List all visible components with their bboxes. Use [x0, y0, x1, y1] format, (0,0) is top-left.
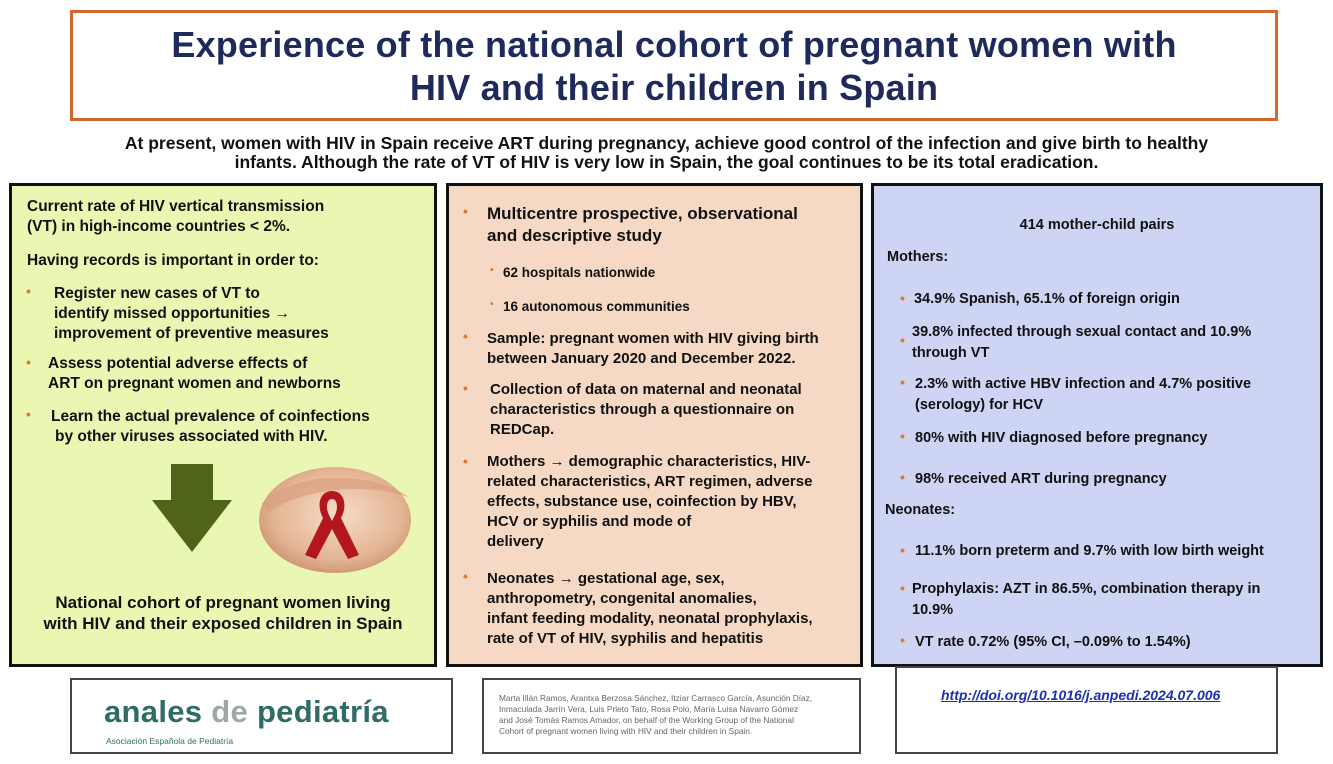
- bullet-marker: •: [463, 203, 468, 219]
- neonates-vars-line-4: rate of VT of HIV, syphilis and hepatitis: [487, 630, 764, 647]
- sample-line-1: Sample: pregnant women with HIV giving birth: [487, 330, 819, 347]
- mothers-vars-line-5: delivery: [487, 533, 544, 550]
- left-bullet-3-line-1: Learn the actual prevalence of coinfections: [51, 408, 370, 425]
- mothers-coinfection-line-2: (serology) for HCV: [915, 397, 1044, 413]
- title-box: [70, 10, 1278, 121]
- sub-bullet-marker: •: [490, 265, 494, 276]
- bullet-marker: •: [463, 380, 468, 396]
- logo-word-pediatria: pediatría: [256, 694, 389, 729]
- bullet-marker: •: [900, 580, 905, 596]
- collection-line-2: characteristics through a questionnaire on: [490, 401, 795, 418]
- pairs-count: 414 mother-child pairs: [1019, 217, 1175, 233]
- mothers-heading: Mothers:: [887, 249, 949, 265]
- authors-line-4: Cohort of pregnant women living with HIV and their children in Spain.: [499, 726, 753, 736]
- logo-word-anales: anales: [104, 694, 203, 729]
- intro-text: [30, 134, 1303, 172]
- mothers-infection-route-line-1: 39.8% infected through sexual contact and 10.9%: [912, 324, 1252, 340]
- mothers-vars-line-3: effects, substance use, coinfection by HBV,: [487, 493, 797, 510]
- sub-bullet-marker: •: [490, 299, 494, 310]
- mothers-origin: 34.9% Spanish, 65.1% of foreign origin: [914, 291, 1180, 307]
- left-bullet-1-line-1: Register new cases of VT to: [54, 285, 260, 302]
- authors-line-1: Marta Illán Ramos, Arantxa Berzosa Sánchez, Itziar Carrasco García, Asunción Díaz,: [499, 693, 813, 703]
- bullet-marker: •: [900, 632, 905, 648]
- mothers-art: 98% received ART during pregnancy: [915, 471, 1167, 487]
- bullet-marker: •: [463, 568, 468, 584]
- neonates-vars-line-2: anthropometry, congenital anomalies,: [487, 590, 757, 607]
- middle-panel: [446, 183, 863, 667]
- study-design-line-1: Multicentre prospective, observational: [487, 204, 798, 223]
- bullet-marker: •: [26, 406, 31, 422]
- authors-line-2: Inmaculada Jarrín Vera, Luis Prieto Tato, Rosa Polo, María Luisa Navarro Gómez: [499, 704, 799, 714]
- authors-box: [482, 678, 861, 754]
- bullet-marker: •: [26, 283, 31, 299]
- right-panel: [871, 183, 1323, 667]
- intro-line-1: At present, women with HIV in Spain receive ART during pregnancy, achieve good control of the infection and give birth to healthy: [124, 133, 1209, 153]
- bullet-marker: •: [900, 374, 905, 390]
- neonates-prophylaxis-line-1: Prophylaxis: AZT in 86.5%, combination therapy in: [912, 581, 1261, 597]
- mothers-vars-line-4: HCV or syphilis and mode of: [487, 513, 692, 530]
- pregnancy-ribbon-icon: [250, 463, 420, 575]
- left-bullet-1-line-3: improvement of preventive measures: [54, 325, 329, 342]
- left-bullet-3-line-2: by other viruses associated with HIV.: [55, 428, 328, 445]
- vt-rate-heading-line-2: (VT) in high-income countries < 2%.: [27, 218, 291, 235]
- bullet-marker: •: [900, 428, 905, 444]
- doi-link[interactable]: http://doi.org/10.1016/j.anpedi.2024.07.006: [941, 687, 1221, 703]
- mothers-diagnosed: 80% with HIV diagnosed before pregnancy: [915, 430, 1208, 446]
- mothers-infection-route-line-2: through VT: [912, 345, 990, 361]
- doi-box: [895, 666, 1278, 754]
- bullet-marker: •: [463, 328, 468, 344]
- mothers-vars-line-2: related characteristics, ART regimen, adverse: [487, 473, 813, 490]
- title-line-1: Experience of the national cohort of pregnant women with: [171, 23, 1177, 65]
- cohort-name-line-1: National cohort of pregnant women living: [55, 593, 391, 612]
- bullet-marker: •: [900, 542, 905, 558]
- bullet-marker: •: [900, 469, 905, 485]
- left-bullet-2-line-2: ART on pregnant women and newborns: [48, 375, 341, 392]
- bullet-marker: •: [463, 453, 468, 469]
- collection-line-3: REDCap.: [490, 421, 555, 438]
- records-heading: Having records is important in order to:: [27, 252, 319, 269]
- mothers-vars-line-1: Mothers → demographic characteristics, HIV-: [487, 453, 811, 470]
- authors-line-3: and José Tomás Ramos Amador, on behalf of the Working Group of the National: [499, 715, 794, 725]
- neonates-heading: Neonates:: [885, 502, 956, 518]
- neonates-prophylaxis-line-2: 10.9%: [912, 602, 954, 618]
- title-line-2: HIV and their children in Spain: [409, 66, 939, 108]
- left-panel: [9, 183, 437, 667]
- mothers-coinfection-line-1: 2.3% with active HBV infection and 4.7% positive: [915, 376, 1252, 392]
- neonates-preterm: 11.1% born preterm and 9.7% with low birth weight: [915, 543, 1264, 559]
- communities-count: 16 autonomous communities: [503, 299, 690, 314]
- collection-line-1: Collection of data on maternal and neonatal: [490, 381, 802, 398]
- logo-word-de: de: [211, 694, 249, 729]
- bullet-marker: •: [900, 290, 905, 306]
- left-bullet-1-line-2: identify missed opportunities →: [54, 305, 290, 322]
- neonates-vars-line-1: Neonates → gestational age, sex,: [487, 570, 725, 587]
- hospitals-count: 62 hospitals nationwide: [503, 265, 656, 280]
- neonates-vars-line-3: infant feeding modality, neonatal prophylaxis,: [487, 610, 813, 627]
- down-arrow-icon: [152, 464, 234, 554]
- bullet-marker: •: [900, 332, 905, 348]
- cohort-name-line-2: with HIV and their exposed children in Spain: [43, 614, 403, 633]
- journal-logo-box: [70, 678, 453, 754]
- vt-rate-result: VT rate 0.72% (95% CI, –0.09% to 1.54%): [915, 634, 1191, 650]
- vt-rate-heading-line-1: Current rate of HIV vertical transmission: [27, 198, 325, 215]
- sample-line-2: between January 2020 and December 2022.: [487, 350, 796, 367]
- bullet-marker: •: [26, 354, 31, 370]
- intro-line-2: infants. Although the rate of VT of HIV is very low in Spain, the goal continues to be its total eradication.: [234, 152, 1099, 172]
- authors-text: [499, 693, 849, 737]
- logo-subtitle: Asociación Española de Pediatría: [106, 736, 234, 746]
- study-design-line-2: and descriptive study: [487, 226, 662, 245]
- journal-logo: [104, 694, 389, 730]
- left-bullet-2-line-1: Assess potential adverse effects of: [48, 355, 308, 372]
